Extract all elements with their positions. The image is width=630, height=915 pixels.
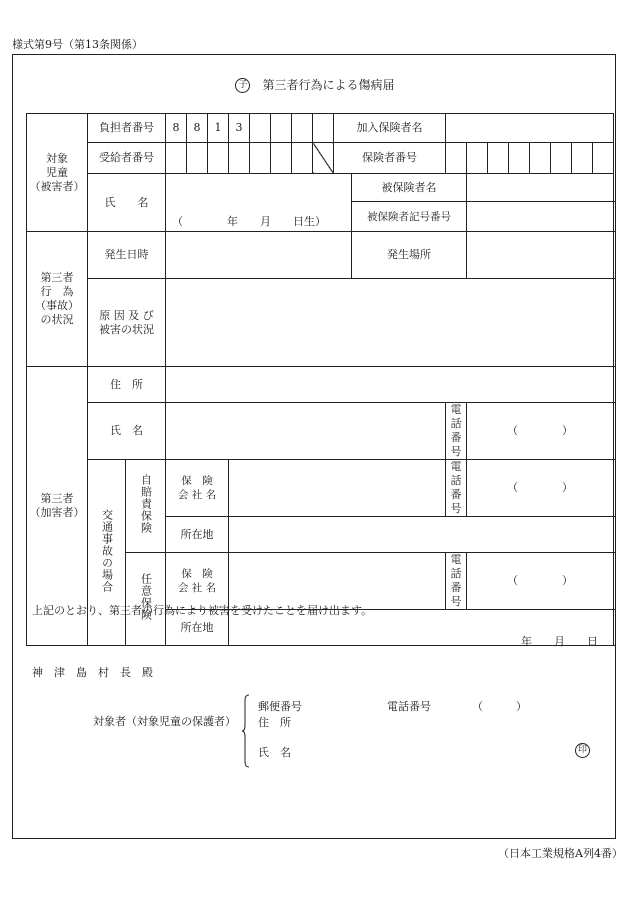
recipient-digit[interactable] bbox=[166, 143, 187, 174]
report-table bbox=[26, 113, 614, 646]
insured-number-label: 被保険者記号番号 bbox=[352, 202, 467, 232]
compulsory-company-field[interactable] bbox=[229, 460, 446, 517]
insurer-name-field[interactable] bbox=[446, 114, 614, 143]
recipient-number-label: 受給者番号 bbox=[88, 143, 166, 174]
cause-damage-label: 原 因 及 び 被害の状況 bbox=[88, 279, 166, 367]
burden-digit[interactable]: 1 bbox=[208, 114, 229, 143]
burden-digit[interactable]: 3 bbox=[229, 114, 250, 143]
recipient-digit-void bbox=[313, 143, 334, 174]
cause-damage-field[interactable] bbox=[166, 279, 614, 367]
seal-icon: 印 bbox=[575, 742, 590, 758]
insured-name-field[interactable] bbox=[467, 174, 614, 202]
occurrence-place-label: 発生場所 bbox=[352, 232, 467, 279]
recipient-digit[interactable] bbox=[271, 143, 292, 174]
form-title bbox=[0, 76, 630, 93]
child-mark: 子 bbox=[235, 78, 250, 93]
birth-date-text: （ 年 月 日生） bbox=[172, 215, 326, 228]
burden-digit[interactable] bbox=[250, 114, 271, 143]
optional-location-label: 所在地 bbox=[166, 610, 229, 646]
insurer-digit[interactable] bbox=[446, 143, 467, 174]
insured-number-field[interactable] bbox=[467, 202, 614, 232]
compulsory-location-field[interactable] bbox=[229, 517, 614, 553]
optional-company-label: 保 険 会 社 名 bbox=[166, 553, 229, 610]
victim-section-label: 対象 児童 （被害者） bbox=[27, 114, 88, 232]
recipient-digit[interactable] bbox=[208, 143, 229, 174]
insurer-digit[interactable] bbox=[530, 143, 551, 174]
postal-code-label: 郵便番号 bbox=[258, 700, 302, 713]
occurrence-datetime-field[interactable] bbox=[166, 232, 352, 279]
burden-digit[interactable]: 8 bbox=[166, 114, 187, 143]
compulsory-company-label: 保 険 会 社 名 bbox=[166, 460, 229, 517]
submission-date[interactable]: 年 月 日 bbox=[521, 635, 598, 648]
perpetrator-phone-label: 電話番号 bbox=[446, 403, 467, 460]
applicant-name-label: 氏 名 bbox=[258, 746, 291, 759]
perpetrator-name-field[interactable] bbox=[166, 403, 446, 460]
optional-company-field[interactable] bbox=[229, 553, 446, 610]
applicant-phone-label: 電話番号 bbox=[387, 700, 431, 713]
burden-digit[interactable] bbox=[271, 114, 292, 143]
occurrence-place-field[interactable] bbox=[467, 232, 614, 279]
perpetrator-address-field[interactable] bbox=[166, 367, 614, 403]
applicant-label: 対象者（対象児童の保護者） bbox=[93, 715, 236, 728]
applicant-address-label: 住 所 bbox=[258, 716, 291, 729]
victim-name-field[interactable] bbox=[166, 174, 352, 232]
applicant-phone-field[interactable]: （ ） bbox=[472, 700, 527, 713]
insurer-name-label: 加入保険者名 bbox=[334, 114, 446, 143]
brace-icon bbox=[242, 694, 250, 768]
recipient-digit[interactable] bbox=[292, 143, 313, 174]
compulsory-phone-label: 電話番号 bbox=[446, 460, 467, 517]
compulsory-phone-field[interactable]: （ ） bbox=[467, 460, 614, 517]
recipient-digit[interactable] bbox=[187, 143, 208, 174]
occurrence-datetime-label: 発生日時 bbox=[88, 232, 166, 279]
addressee: 神 津 島 村 長 殿 bbox=[32, 666, 153, 679]
statement-text: 上記のとおり、第三者の行為により被害を受けたことを届け出ます。 bbox=[32, 604, 373, 617]
insurer-digit[interactable] bbox=[488, 143, 509, 174]
optional-phone-label: 電話番号 bbox=[446, 553, 467, 610]
insurer-digit[interactable] bbox=[509, 143, 530, 174]
insured-name-label: 被保険者名 bbox=[352, 174, 467, 202]
victim-name-label: 氏 名 bbox=[88, 174, 166, 232]
title-text: 第三者行為による傷病届 bbox=[262, 78, 395, 92]
burden-digit[interactable] bbox=[292, 114, 313, 143]
insurer-digit[interactable] bbox=[467, 143, 488, 174]
perpetrator-phone-field[interactable]: （ ） bbox=[467, 403, 614, 460]
optional-insurance-label: 任意保険 bbox=[126, 553, 166, 646]
insurer-number-label: 保険者番号 bbox=[334, 143, 446, 174]
insurer-digit[interactable] bbox=[572, 143, 593, 174]
form-number: 様式第9号（第13条関係） bbox=[12, 38, 143, 51]
compulsory-insurance-label: 自賠責保険 bbox=[126, 460, 166, 553]
burden-digit[interactable]: 8 bbox=[187, 114, 208, 143]
insurer-digit[interactable] bbox=[593, 143, 614, 174]
incident-section-label: 第三者 行 為 （事故） の状況 bbox=[27, 232, 88, 367]
compulsory-location-label: 所在地 bbox=[166, 517, 229, 553]
burden-number-label: 負担者番号 bbox=[88, 114, 166, 143]
burden-digit[interactable] bbox=[313, 114, 334, 143]
perpetrator-name-label: 氏 名 bbox=[88, 403, 166, 460]
insurer-digit[interactable] bbox=[551, 143, 572, 174]
optional-phone-field[interactable]: （ ） bbox=[467, 553, 614, 610]
traffic-accident-label: 交通事故の場合 bbox=[88, 460, 126, 646]
recipient-digit[interactable] bbox=[250, 143, 271, 174]
recipient-digit[interactable] bbox=[229, 143, 250, 174]
perpetrator-section-label: 第三者 （加害者） bbox=[27, 367, 88, 646]
paper-size-note: （日本工業規格A列4番） bbox=[498, 847, 623, 860]
perpetrator-address-label: 住 所 bbox=[88, 367, 166, 403]
